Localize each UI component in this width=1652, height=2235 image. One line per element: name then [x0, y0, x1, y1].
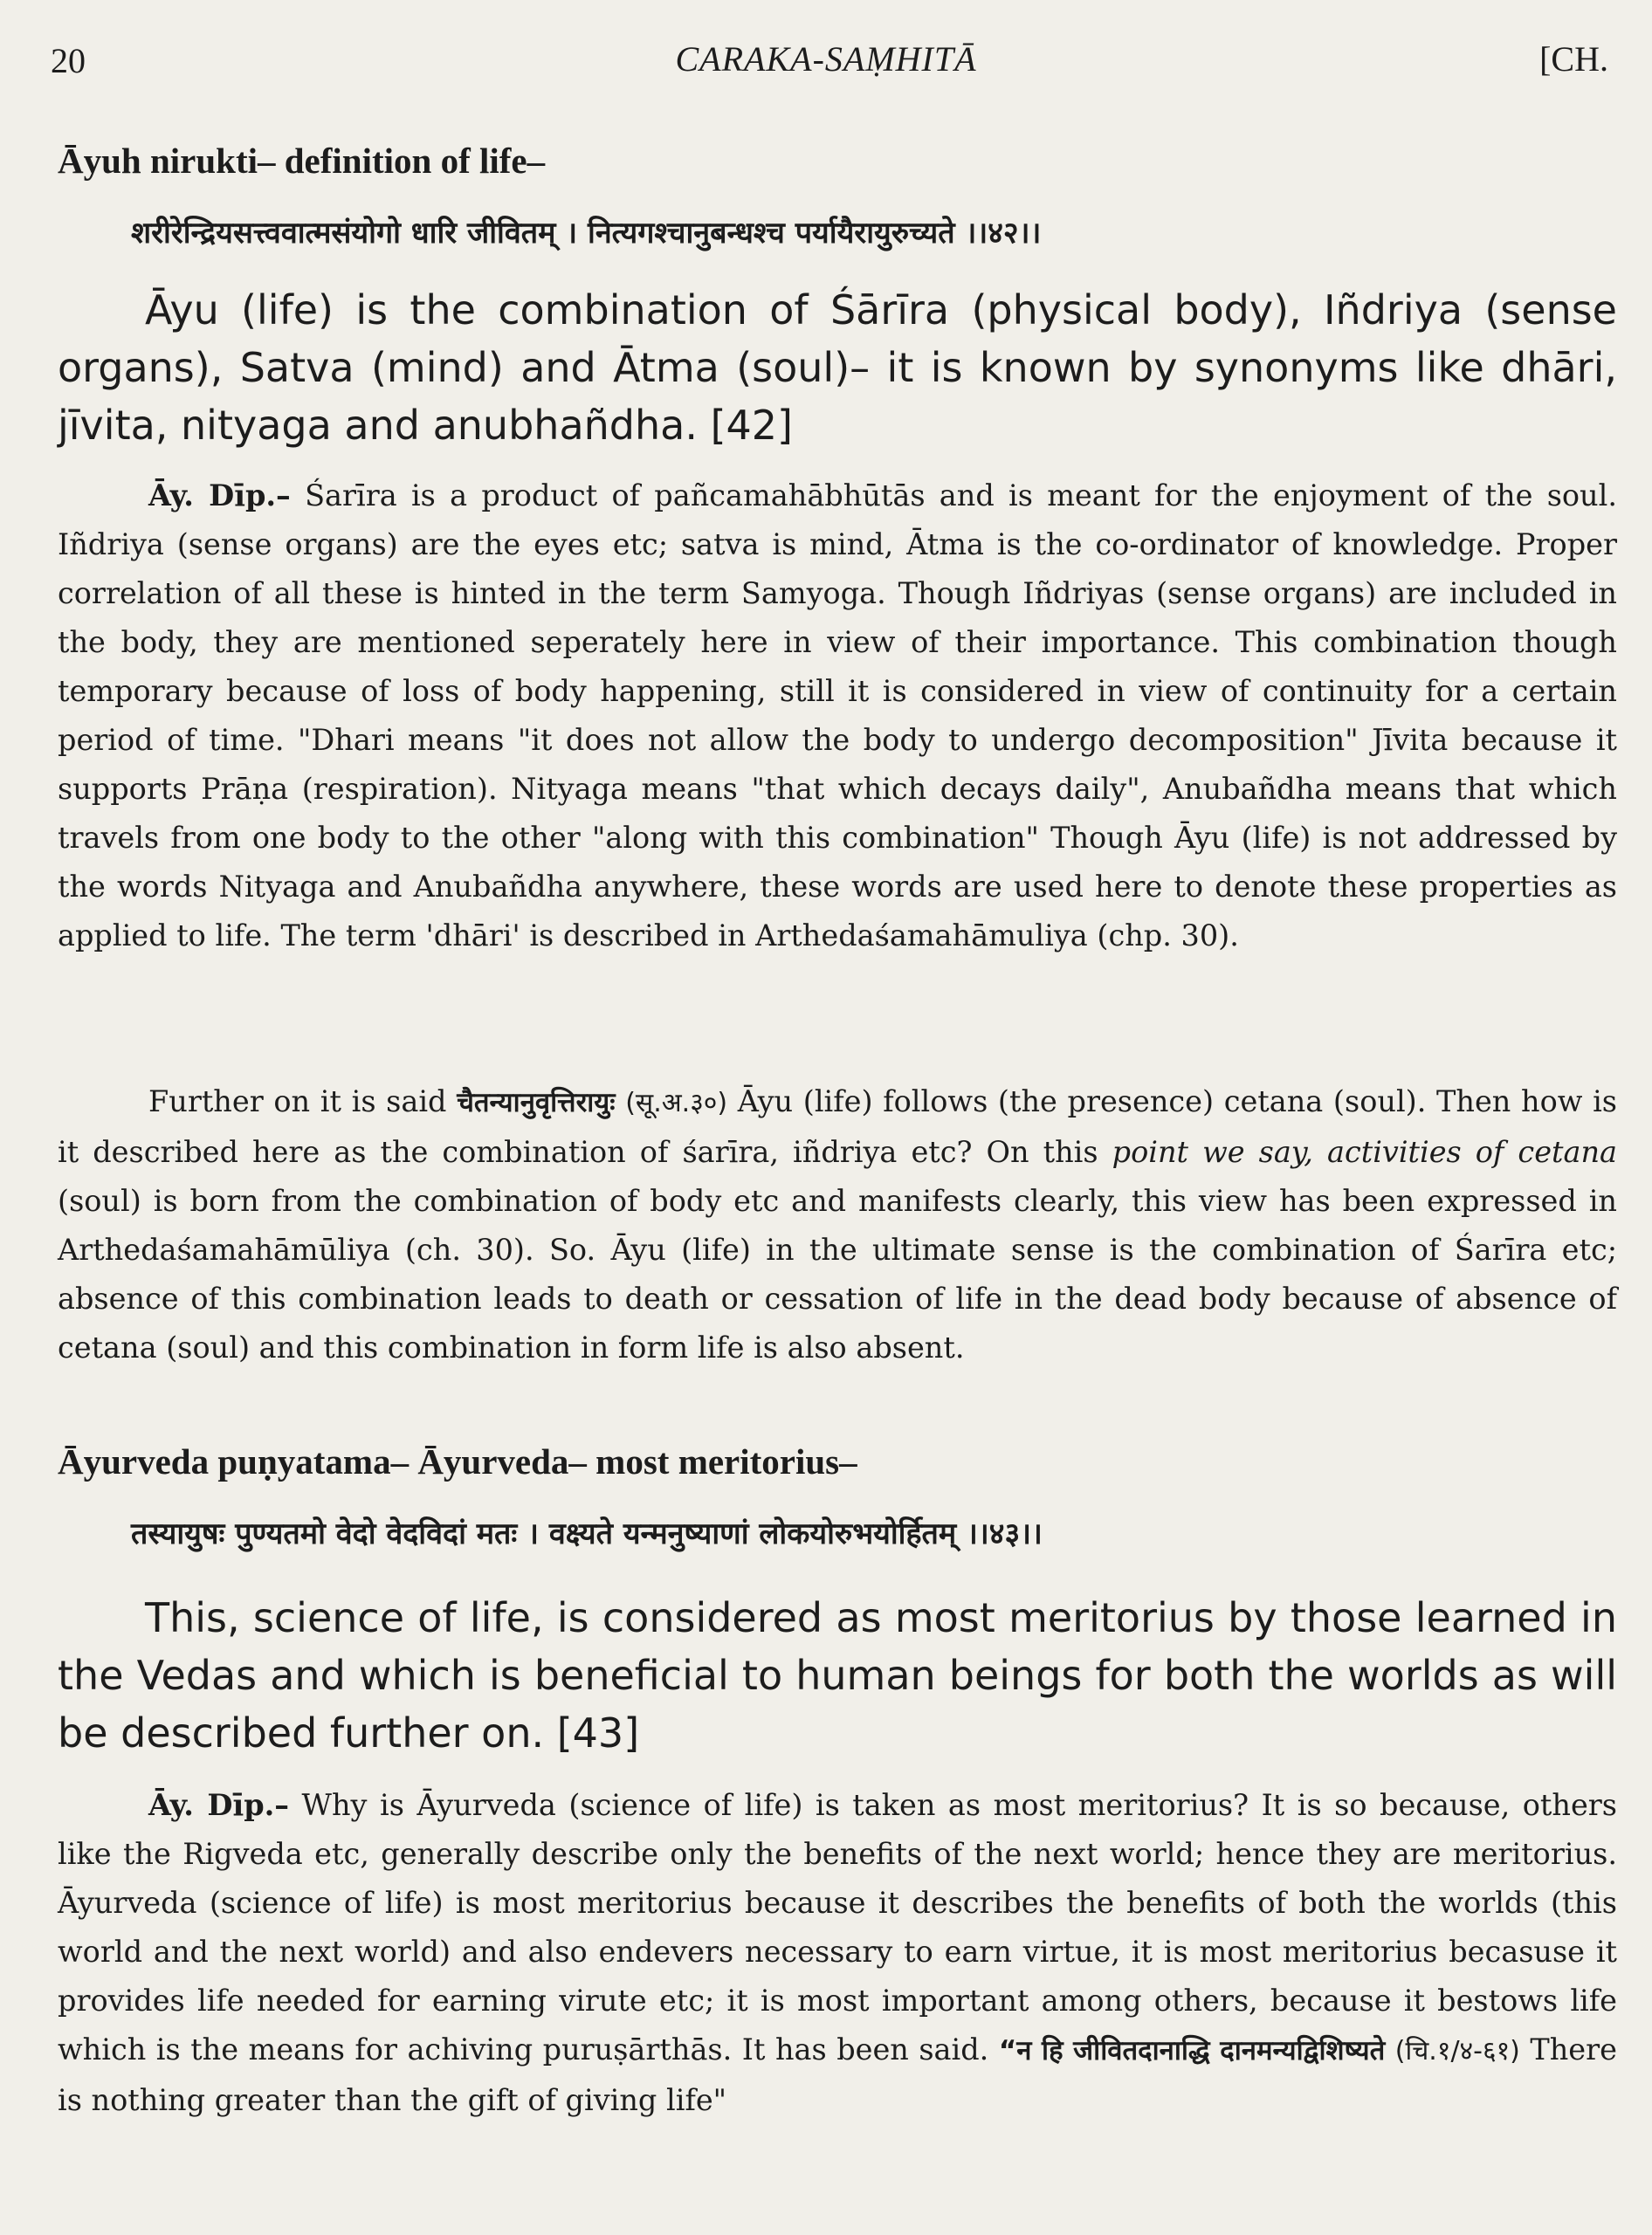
commentary-label: Āy. Dīp.– [148, 1788, 290, 1822]
commentary-paragraph [58, 1781, 1617, 2125]
commentary-italic-text: point we say, activities of cetana [1112, 1135, 1618, 1169]
running-title: CARAKA-SAṂHITĀ [675, 39, 977, 79]
commentary-label: Āy. Dīp.– [148, 478, 291, 512]
sanskrit-verse: शरीरेन्द्रियसत्त्ववात्मसंयोगो धारि जीवितम् । नित्यगश्चानुबन्धश्च पर्यायैरायुरुच्यते ।।४२।। [131, 216, 1042, 251]
verse-translation: This, science of life, is considered as most meritorius by those learned in the Vedas and which is beneficial to human beings for both the worlds as will be described further on. [43] [58, 1594, 1617, 1757]
commentary-text: Āyu (life) follows (the presence) cetana (soul). Then how is it described here as the combination of śarīra, iñdriya etc? On this [58, 1084, 1618, 1169]
sanskrit-quote: “न हि जीवितदानाद्धि दानमन्यद्विशिष्यते [998, 2035, 1386, 2067]
commentary-paragraph-2 [58, 1077, 1617, 1372]
commentary-text: Śarīra is a product of pañcamahābhūtās and is meant for the enjoyment of the soul. Iñdriya (sense organs) are the eyes etc; satva is mind, Ātma is the co-ordinator of knowledge. Proper correlation of all these is hinted in the term Samyoga. Though Iñdriyas (sense organs) are included in the body, they are mentioned seperately here in view of their importance. This combination though temporary because of loss of body happening, still it is considered in view of continuity for a certain period of time. "Dhari means "it does not allow the body to undergo decomposition" Jīvita because it supports Prāṇa (respiration). Nityaga means "that which decays daily", Anubañdha means that which travels from one body to the other "along with this combination" Though Āyu (life) is not addressed by the words Nityaga and Anubañdha anywhere, these words are used here to denote these properties as applied to life. The term 'dhāri' is described in Arthedaśamahāmuliya (chp. 30). [58, 478, 1617, 952]
reference: (सू.अ.३०) [625, 1088, 728, 1118]
commentary-text: Why is Āyurveda (science of life) is taken as most meritorius? It is so because, others like the Rigveda etc, generally describe only the benefits of the next world; hence they are meritorius. Āyurveda (science of life) is most meritorius because it describes the benefits of both the worlds (this world and the next world) and also endevers necessary to earn virtue, it is most meritorius becasuse it provides life needed for earning virute etc; it is most important among others, because it bestows life which is the means for achiving puruṣārthās. It has been said. [58, 1788, 1617, 2067]
chapter-marker: [CH. [1539, 39, 1608, 79]
sanskrit-inline: चैतन्यानुवृत्तिरायुः [457, 1087, 616, 1118]
verse-translation: Āyu (life) is the combination of Śārīra (physical body), Iñdriya (sense organs), Satva (mind) and Ātma (soul)– it is known by synonyms like dhāri, jīvita, nityaga and anubhañdha. [42] [58, 286, 1617, 449]
commentary-text: There is nothing greater than the gift of giving life" [58, 2032, 1617, 2117]
sanskrit-verse: तस्यायुषः पुण्यतमो वेदो वेदविदां मतः । वक्ष्यते यन्मनुष्याणां लोकयोरुभयोर्हितम् ।।४३।। [131, 1516, 1043, 1551]
section-heading: Āyurveda puṇyatama– Āyurveda– most meritorius– [58, 1441, 857, 1482]
commentary-paragraph [58, 471, 1617, 960]
page-header [0, 33, 1652, 86]
reference: (चि.१/४-६१) [1394, 2036, 1520, 2067]
section-heading: Āyuh nirukti– definition of life– [58, 141, 546, 181]
commentary-text: Further on it is said [148, 1084, 447, 1118]
page-number: 20 [51, 41, 86, 80]
commentary-text: (soul) is born from the combination of body etc and manifests clearly, this view has been expressed in Arthedaśamahāmūliya (ch. 30). So. Āyu (life) in the ultimate sense is the combination of Śarīra etc; absence of this combination leads to death or cessation of life in the dead body because of absence of cetana (soul) and this combination in form life is also absent. [58, 1184, 1617, 1365]
